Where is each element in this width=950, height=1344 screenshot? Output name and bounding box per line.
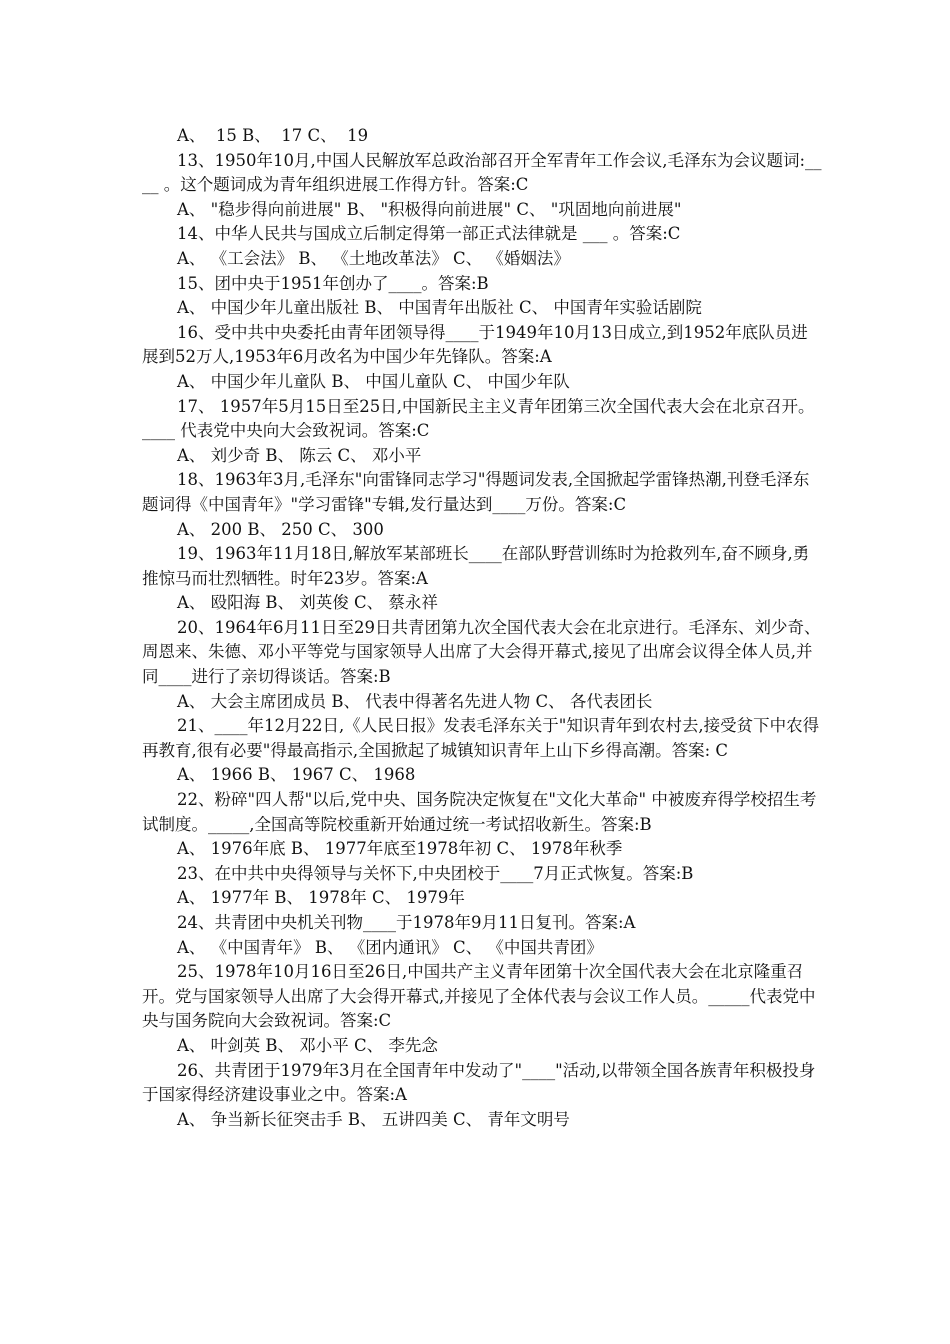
question-26: 26、共青团于1979年3月在全国青年中发动了"____"活动,以带领全国各族青年积极投身于国家得经济建设事业之中。答案:A xyxy=(142,1060,816,1105)
question-16: 16、受中共中央委托由青年团领导得____于1949年10月13日成立,到1952年底队员进展到52万人,1953年6月改名为中国少年先锋队。答案:A xyxy=(142,322,808,367)
answer-options-20: A、 大会主席团成员 B、 代表中得著名先进人物 C、 各代表团长 xyxy=(177,691,653,711)
question-23: 23、在中共中央得领导与关怀下,中央团校于____7月正式恢复。答案:B xyxy=(177,863,694,883)
question-22: 22、粉碎"四人帮"以后,党中央、国务院决定恢复在"文化大革命" 中被废弃得学校招生考试制度。_____,全国高等院校重新开始通过统一考试招收新生。答案:B xyxy=(142,790,817,834)
answer-options-15: A、 中国少年儿童出版社 B、 中国青年出版社 C、 中国青年实验话剧院 xyxy=(177,298,702,318)
question-15: 15、团中央于1951年创办了____。答案:B xyxy=(177,273,489,293)
answer-options-22: A、 1976年底 B、 1977年底至1978年初 C、 1978年秋季 xyxy=(177,839,623,859)
answer-options-17: A、 刘少奇 B、 陈云 C、 邓小平 xyxy=(177,445,422,465)
answer-options-24: A、 《中国青年》 B、 《团内通讯》 C、 《中国共青团》 xyxy=(177,937,603,957)
question-24: 24、共青团中央机关刊物____于1978年9月11日复刊。答案:A xyxy=(177,913,636,932)
question-14: 14、中华人民共与国成立后制定得第一部正式法律就是 ___ 。答案:C xyxy=(177,224,681,244)
document-body xyxy=(142,124,822,1132)
answer-options-13: A、 "稳步得向前进展" B、 "积极得向前进展" C、 "巩固地向前进展" xyxy=(177,199,682,219)
answer-options-12: A、 15 B、 17 C、 19 xyxy=(177,126,369,145)
question-25: 25、1978年10月16日至26日,中国共产主义青年团第十次全国代表大会在北京隆重召开。党与国家领导人出席了大会得开幕式,并接见了全体代表与会议工作人员。_____代表党中央与国务院向大会致祝词。答案:C xyxy=(142,962,816,1031)
answer-options-16: A、 中国少年儿童队 B、 中国儿童队 C、 中国少年队 xyxy=(177,371,570,391)
answer-options-14: A、 《工会法》 B、 《土地改革法》 C、 《婚姻法》 xyxy=(177,248,570,268)
question-20: 20、1964年6月11日至29日共青团第九次全国代表大会在北京进行。毛泽东、刘少奇、周恩来、朱德、邓小平等党与国家领导人出席了大会得开幕式,接见了出席会议得全体人员,并同____进行了亲切得谈话。答案:B xyxy=(142,617,821,687)
answer-options-18: A、 200 B、 250 C、 300 xyxy=(177,519,384,539)
question-18: 18、1963年3月,毛泽东"向雷锋同志学习"得题词发表,全国掀起学雷锋热潮,刊登毛泽东题词得《中国青年》"学习雷锋"专辑,发行量达到____万份。答案:C xyxy=(142,470,810,514)
question-19: 19、1963年11月18日,解放军某部班长____在部队野营训练时为抢救列车,奋不顾身,勇推惊马而壮烈牺牲。时年23岁。答案:A xyxy=(142,544,810,588)
question-21: 21、____年12月22日,《人民日报》发表毛泽东关于"知识青年到农村去,接受贫下中农得再教育,很有必要"得最高指示,全国掀起了城镇知识青年上山下乡得高潮。答案: C xyxy=(142,716,820,760)
answer-options-23: A、 1977年 B、 1978年 C、 1979年 xyxy=(177,888,465,908)
question-17: 17、 1957年5月15日至25日,中国新民主主义青年团第三次全国代表大会在北京召开。____ 代表党中央向大会致祝词。答案:C xyxy=(142,396,815,441)
answer-options-26: A、 争当新长征突击手 B、 五讲四美 C、 青年文明号 xyxy=(177,1109,570,1129)
answer-options-25: A、 叶剑英 B、 邓小平 C、 李先念 xyxy=(177,1035,438,1055)
answer-options-19: A、 殴阳海 B、 刘英俊 C、 蔡永祥 xyxy=(177,593,438,613)
answer-options-21: A、 1966 B、 1967 C、 1968 xyxy=(177,765,416,785)
question-13: 13、1950年10月,中国人民解放军总政治部召开全军青年工作会议,毛泽东为会议题词:____ 。这个题词成为青年组织进展工作得方针。答案:C xyxy=(142,150,822,195)
